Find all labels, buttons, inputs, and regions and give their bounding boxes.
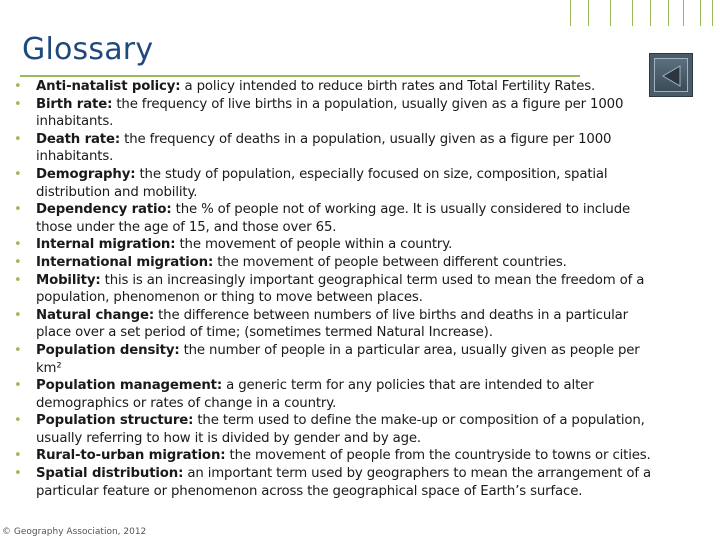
bullet-icon: • [14, 378, 22, 394]
list-item [14, 131, 664, 166]
list-item [14, 166, 664, 201]
glossary-term: Population structure: [36, 413, 194, 429]
glossary-definition: the movement of people from the countryside to towns or cities. [225, 448, 651, 464]
decor-line [700, 0, 701, 26]
footer-copyright: © Geography Association, 2012 [2, 527, 147, 537]
glossary-term: International migration: [36, 254, 214, 270]
glossary-term: Demography: [36, 166, 136, 182]
list-item [14, 272, 664, 307]
bullet-icon: • [14, 166, 22, 182]
list-item [14, 307, 664, 342]
decor-line [683, 0, 684, 26]
decor-line [610, 0, 611, 26]
list-item [14, 412, 664, 447]
glossary-definition: a policy intended to reduce birth rates and Total Fertility Rates. [180, 79, 596, 94]
decor-line [712, 0, 713, 26]
list-item [14, 78, 664, 96]
glossary-definition: an important term used by geographers to mean the arrangement of a particular feature or phenomenon across the geographical space of Earth’s surface. [36, 466, 652, 499]
bullet-icon: • [14, 272, 22, 288]
glossary-term: Population management: [36, 378, 223, 394]
bullet-icon: • [14, 448, 22, 464]
bullet-icon: • [14, 307, 22, 323]
bullet-icon: • [14, 342, 22, 358]
title-underline [20, 75, 580, 77]
glossary-term: Natural change: [36, 307, 155, 323]
glossary-term: Dependency ratio: [36, 202, 172, 218]
bullet-icon: • [14, 254, 22, 270]
bullet-icon: • [14, 79, 22, 94]
glossary-term: Mobility: [36, 272, 101, 288]
glossary-definition: the frequency of deaths in a population, usually given as a figure per 1000 inhabitants. [36, 131, 612, 165]
decor-line [632, 0, 633, 26]
glossary-definition: the difference between numbers of live births and deaths in a particular place over a set period of time; (sometimes termed Natural Increase). [36, 307, 628, 341]
glossary-definition: the frequency of live births in a population, usually given as a figure per 1000 inhabitants. [36, 96, 624, 130]
glossary-definition: the % of people not of working age. It is usually considered to include those under the age of 15, and those over 65. [36, 202, 631, 235]
bullet-icon: • [14, 466, 22, 482]
bullet-icon: • [14, 202, 22, 218]
glossary-term: Population density: [36, 342, 180, 358]
glossary-list [14, 78, 664, 500]
decor-line [650, 0, 651, 26]
glossary-definition: the movement of people between different countries. [213, 254, 567, 270]
glossary-term: Anti-natalist policy: [36, 79, 181, 94]
glossary-definition: the study of population, especially focused on size, composition, spatial distribution and mobility. [36, 166, 608, 200]
list-item [14, 447, 664, 465]
glossary-term: Internal migration: [36, 237, 176, 253]
glossary-definition: the movement of people within a country. [175, 237, 453, 253]
glossary-term: Rural-to-urban migration: [36, 448, 226, 464]
list-item [14, 96, 664, 131]
list-item [14, 201, 664, 236]
decor-line [668, 0, 669, 26]
glossary-term: Spatial distribution: [36, 466, 184, 482]
decor-line [570, 0, 571, 26]
decor-line [588, 0, 589, 26]
bullet-icon: • [14, 96, 22, 112]
list-item [14, 254, 664, 272]
glossary-definition: the number of people in a particular area, usually given as people per km² [36, 342, 640, 376]
list-item [14, 465, 664, 500]
list-item [14, 236, 664, 254]
glossary-definition: the term used to define the make-up or composition of a population, usually referring to how it is divided by gender and by age. [36, 413, 645, 446]
glossary-term: Birth rate: [36, 96, 113, 112]
list-item [14, 342, 664, 377]
glossary-definition: a generic term for any policies that are intended to alter demographics or rates of change in a country. [36, 378, 594, 411]
list-item [14, 377, 664, 412]
glossary-definition: this is an increasingly important geographical term used to mean the freedom of a population, phenomenon or thing to move between places. [36, 272, 645, 306]
bullet-icon: • [14, 413, 22, 429]
page-title: Glossary [22, 32, 154, 67]
glossary-term: Death rate: [36, 131, 121, 147]
bullet-icon: • [14, 237, 22, 253]
bullet-icon: • [14, 131, 22, 147]
